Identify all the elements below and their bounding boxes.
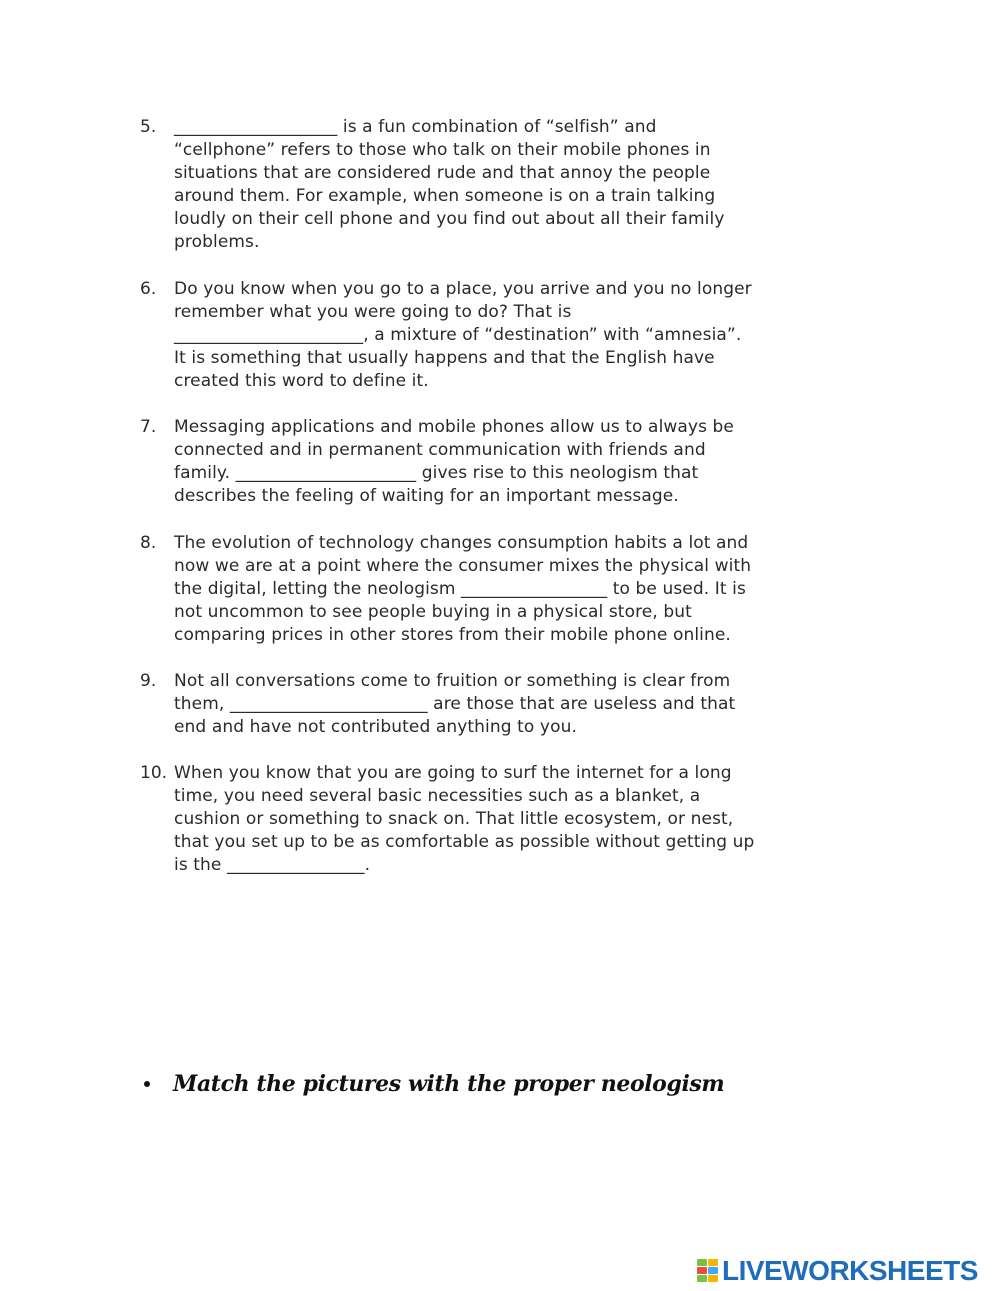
text-line: connected and in permanent communication with friends and xyxy=(174,440,706,460)
text-line: now we are at a point where the consumer mixes the physical with xyxy=(174,556,752,576)
logo-text: LIVEWORKSHEETS xyxy=(722,1255,978,1286)
text-line: It is something that usually happens and that the English have xyxy=(174,348,715,368)
text-line: end and have not contributed anything to you. xyxy=(174,717,577,737)
text-line: remember what you were going to do? That is xyxy=(174,302,572,322)
text-line: ___________________ is a fun combination of “selfish” and xyxy=(174,117,657,137)
question-text xyxy=(174,532,864,647)
question-text xyxy=(174,416,864,508)
text-line: is the ________________. xyxy=(174,855,371,875)
text-line: describes the feeling of waiting for an important message. xyxy=(174,486,679,506)
instruction-heading: Match the pictures with the proper neologism xyxy=(173,1071,725,1097)
question-text xyxy=(174,670,864,739)
text-line: created this word to define it. xyxy=(174,371,429,391)
bullet-icon xyxy=(144,1081,150,1087)
question-text xyxy=(174,762,864,877)
question-number: 5. xyxy=(140,117,157,137)
text-line: problems. xyxy=(174,232,260,252)
text-line: time, you need several basic necessities such as a blanket, a xyxy=(174,786,701,806)
question-text xyxy=(174,116,864,254)
text-line: loudly on their cell phone and you find out about all their family xyxy=(174,209,725,229)
question-number: 6. xyxy=(140,279,157,299)
question-number: 8. xyxy=(140,533,157,553)
text-line: that you set up to be as comfortable as possible without getting up xyxy=(174,832,755,852)
text-line: not uncommon to see people buying in a physical store, but xyxy=(174,602,692,622)
text-line: situations that are considered rude and that annoy the people xyxy=(174,163,711,183)
text-line: When you know that you are going to surf the internet for a long xyxy=(174,763,732,783)
text-line: The evolution of technology changes consumption habits a lot and xyxy=(174,533,749,553)
text-line: Do you know when you go to a place, you arrive and you no longer xyxy=(174,279,752,299)
text-line: them, _______________________ are those that are useless and that xyxy=(174,694,736,714)
instruction-bullet xyxy=(140,1066,840,1102)
text-line: Not all conversations come to fruition or something is clear from xyxy=(174,671,731,691)
text-line: family. _____________________ gives rise to this neologism that xyxy=(174,463,699,483)
text-line: “cellphone” refers to those who talk on their mobile phones in xyxy=(174,140,711,160)
text-line: ______________________, a mixture of “destination” with “amnesia”. xyxy=(174,325,742,345)
text-line: Messaging applications and mobile phones allow us to always be xyxy=(174,417,734,437)
text-line: comparing prices in other stores from their mobile phone online. xyxy=(174,625,731,645)
question-number: 9. xyxy=(140,671,157,691)
text-line: the digital, letting the neologism _________________ to be used. It is xyxy=(174,579,746,599)
question-number: 7. xyxy=(140,417,157,437)
question-number: 10. xyxy=(140,763,168,783)
text-line: cushion or something to snack on. That little ecosystem, or nest, xyxy=(174,809,734,829)
liveworksheets-logo xyxy=(697,1255,997,1285)
question-text xyxy=(174,278,864,393)
logo-blocks-icon xyxy=(697,1259,719,1283)
text-line: around them. For example, when someone is on a train talking xyxy=(174,186,716,206)
